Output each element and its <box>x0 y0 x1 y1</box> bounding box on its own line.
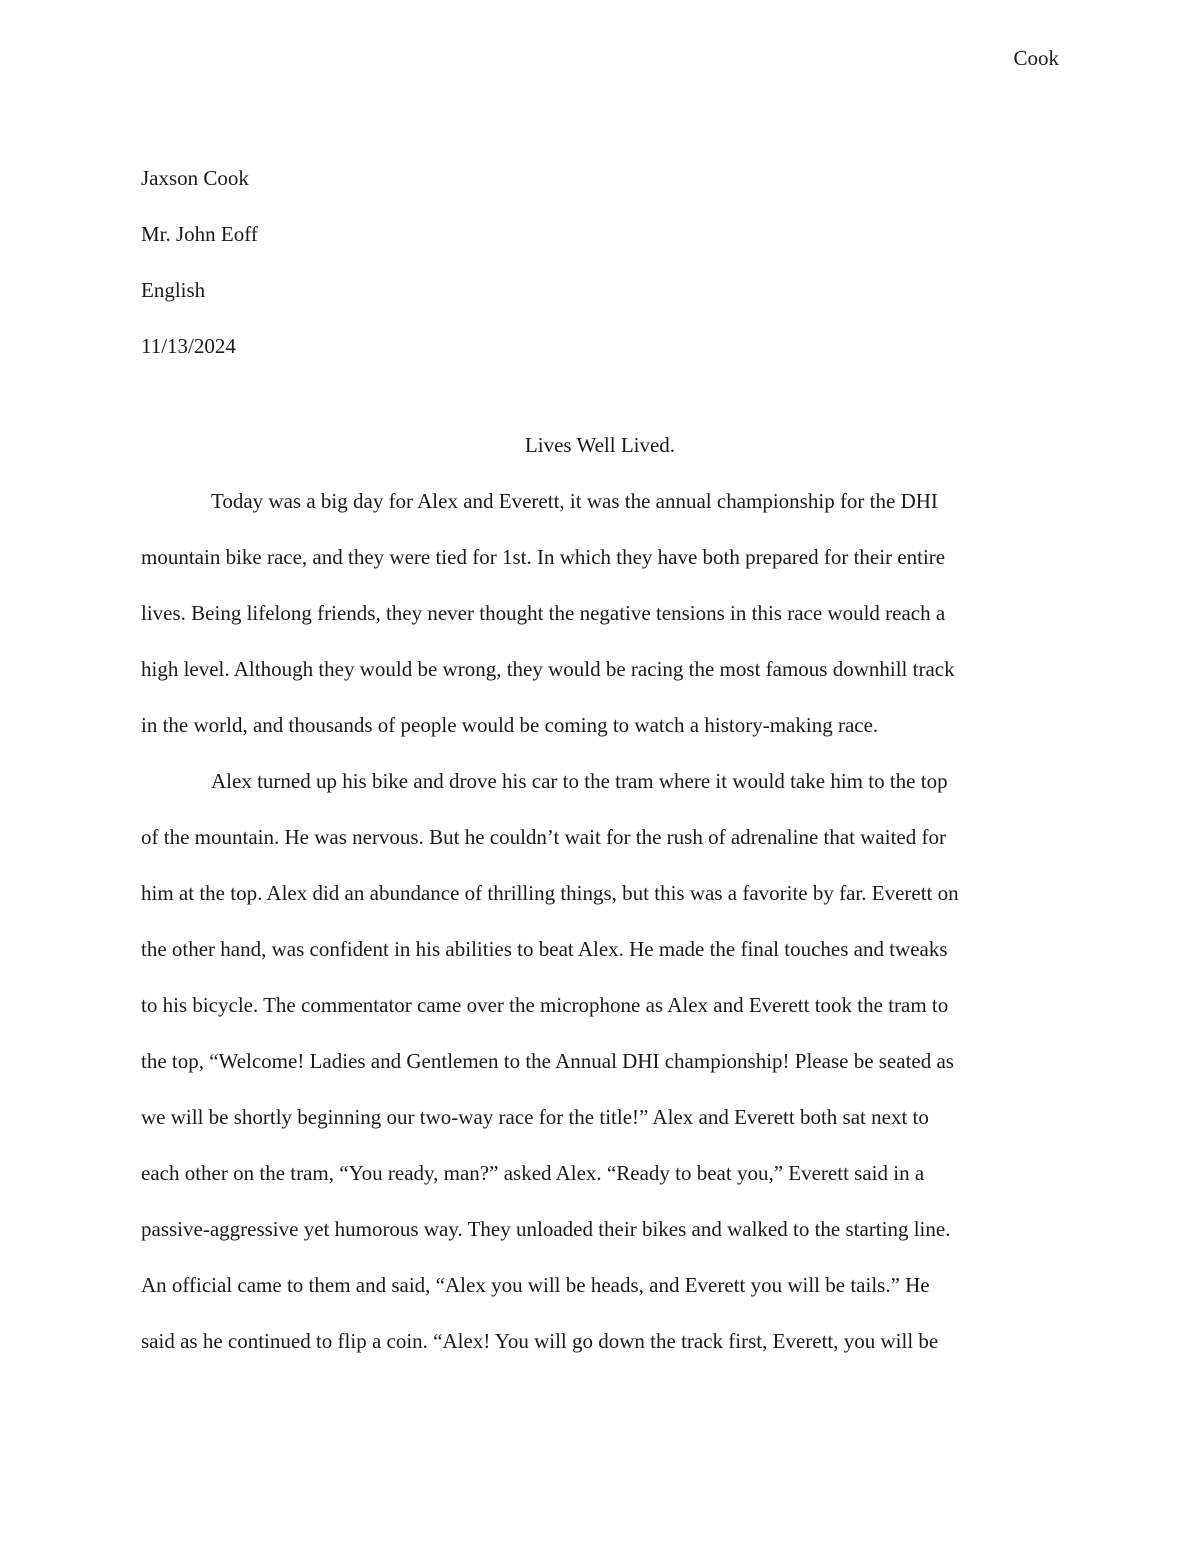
text-line: to his bicycle. The commentator came over the microphone as Alex and Everett took the tram to <box>141 993 949 1017</box>
text-line: Alex turned up his bike and drove his car to the tram where it would take him to the top <box>211 769 948 793</box>
text-line: we will be shortly beginning our two-way race for the title!” Alex and Everett both sat next to <box>141 1105 929 1129</box>
running-head: Cook <box>1013 46 1059 70</box>
mla-heading <box>141 150 1061 374</box>
text-line: the top, “Welcome! Ladies and Gentlemen to the Annual DHI championship! Please be seated as <box>141 1049 954 1073</box>
instructor-name: Mr. John Eoff <box>141 222 258 246</box>
text-line: An official came to them and said, “Alex you will be heads, and Everett you will be tails.” He <box>141 1273 930 1297</box>
date: 11/13/2024 <box>141 334 236 358</box>
course-name: English <box>141 278 206 302</box>
text-line: Today was a big day for Alex and Everett, it was the annual championship for the DHI <box>211 489 938 513</box>
text-line: said as he continued to flip a coin. “Alex! You will go down the track first, Everett, you will be <box>141 1329 939 1353</box>
text-line: the other hand, was confident in his abilities to beat Alex. He made the final touches and tweaks <box>141 937 948 961</box>
text-line: him at the top. Alex did an abundance of thrilling things, but this was a favorite by far. Everett on <box>141 881 959 905</box>
essay-body <box>141 473 1059 1369</box>
essay-title: Lives Well Lived. <box>524 433 676 457</box>
text-line: high level. Although they would be wrong, they would be racing the most famous downhill track <box>141 657 955 681</box>
text-line: mountain bike race, and they were tied for 1st. In which they have both prepared for their entire <box>141 545 946 569</box>
text-line: of the mountain. He was nervous. But he couldn’t wait for the rush of adrenaline that waited for <box>141 825 946 849</box>
text-line: lives. Being lifelong friends, they never thought the negative tensions in this race would reach a <box>141 601 946 625</box>
paragraph-1 <box>141 473 1059 753</box>
student-name: Jaxson Cook <box>141 166 249 190</box>
text-line: each other on the tram, “You ready, man?” asked Alex. “Ready to beat you,” Everett said in a <box>141 1161 925 1185</box>
text-line: passive-aggressive yet humorous way. They unloaded their bikes and walked to the starting line. <box>141 1217 951 1241</box>
paragraph-2 <box>141 753 1059 1369</box>
text-line: in the world, and thousands of people would be coming to watch a history-making race. <box>141 713 879 737</box>
